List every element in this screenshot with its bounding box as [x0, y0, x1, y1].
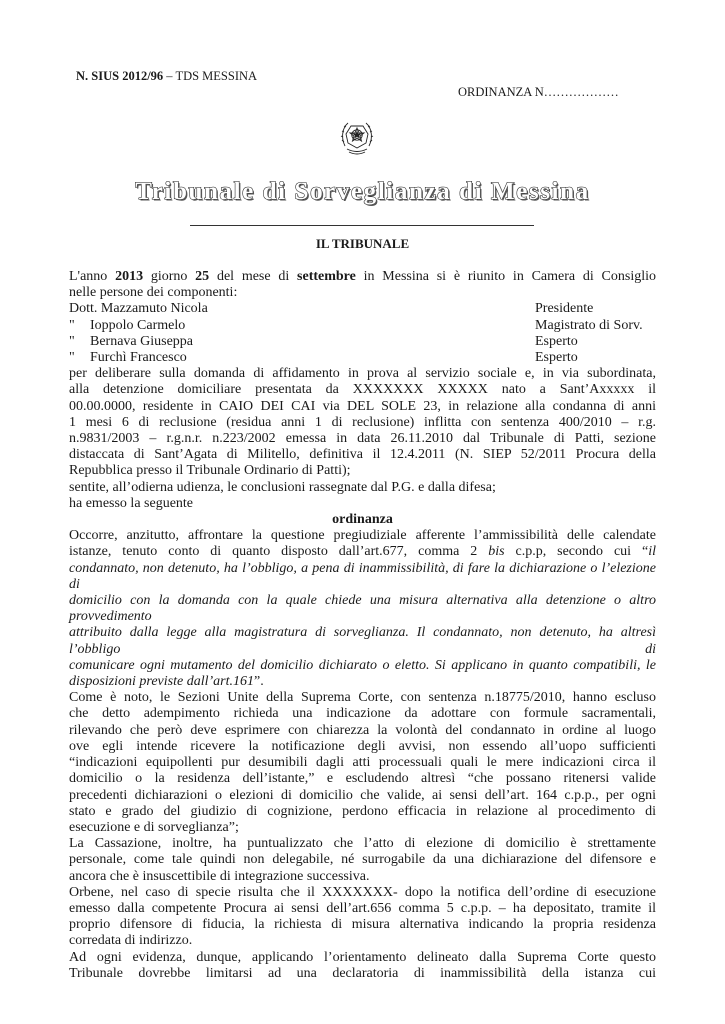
component-row: " Furchì Francesco Esperto [69, 350, 578, 366]
body-line: Orbene, nel caso di specie risulta che il XXXXXXX- dopo la notifica dell’ordine di esecuzione [69, 884, 656, 900]
body-line: ove egli intende ricevere la notificazione degli avvisi, non essendo all’uopo sufficienti [69, 738, 656, 754]
quote-line: condannato, non detenuto, ha l’obbligo, a pena di inammissibilità, di fare la dichiarazione o l’elezione di [69, 560, 656, 592]
court-title: Tribunale di Sorveglianza di Messina [135, 178, 590, 205]
document-body [69, 269, 656, 982]
ordinanza-number: ORDINANZA N……………… [458, 85, 619, 99]
body-line: emesso dalla competente Procura ai sensi dell’art.656 comma 5 c.p.p. – ha depositato, tramite il [69, 900, 656, 916]
body-line: Tribunale dovrebbe limitarsi ad una declaratoria di inammissibilità della istanza cui [69, 965, 656, 981]
body-line: 1 mesi 6 di reclusione (residua anni 1 di reclusione) inflitta con sentenza 400/2010 – r.g. [69, 414, 656, 430]
body-line: alla detenzione domiciliare presentata da XXXXXXX XXXXX nato a Sant’Axxxxx il [69, 382, 656, 398]
body-line: Ad ogni evidenza, dunque, applicando l’orientamento delineato dalla Suprema Corte questo [69, 949, 656, 965]
section-title: IL TRIBUNALE [315, 236, 410, 251]
body-line: Come è noto, le Sezioni Unite della Suprema Corte, con sentenza n.18775/2010, hanno escluso [69, 690, 656, 706]
quote-line: attribuito dalla legge alla magistratura di sorveglianza. Il condannato, non detenuto, ha altresì l’obbligo di [69, 625, 656, 657]
body-line: esecuzione e di sorveglianza”; [69, 819, 239, 835]
body-line: distaccata di Sant’Agata di Militello, definitiva il 12.4.2011 (N. SIEP 52/2011 Procura della [69, 447, 656, 463]
body-line: ancora che è insuscettibile di integrazione successiva. [69, 868, 370, 884]
body-line: istanze, tenuto conto di quanto disposto dall’art.677, comma 2 bis c.p.p, secondo cui “il [69, 544, 656, 560]
body-line: domicilio o la residenza dell’istante,” e escludendo altresì “che possano ritenersi valide [69, 771, 656, 787]
body-line: ha emesso la seguente [69, 495, 194, 511]
component-row: Dott. Mazzamuto Nicola Presidente [69, 301, 594, 317]
case-reference: N. SIUS 2012/96 – TDS MESSINA [76, 69, 258, 83]
body-line: corredata di indirizzo. [69, 933, 193, 949]
quote-line: comunicare ogni mutamento del domicilio dichiarato o eletto. Si applicano in quanto compatibili, le [69, 657, 656, 673]
component-row: " Bernava Giuseppa Esperto [69, 333, 578, 349]
body-line: proprio difensore di fiducia, la richiesta di misura alternativa indicando la propria residenza [69, 917, 656, 933]
quote-line: domicilio con la domanda con la quale chiede una misura alternativa alla detenzione o altro provvedimento [69, 593, 656, 625]
body-line: n.9831/2003 – r.g.n.r. n.223/2002 emessa in data 26.11.2010 dal Tribunale di Patti, sezione [69, 431, 656, 447]
body-line: che detto adempimento richieda una indicazione da adottare con formule sacramentali, [69, 706, 656, 722]
body-line: Repubblica presso il Tribunale Ordinario di Patti); [69, 463, 351, 479]
italian-republic-emblem-icon [339, 116, 375, 158]
body-line: sentite, all’odierna udienza, le conclusioni rassegnate dal P.G. e dalla difesa; [69, 479, 496, 495]
body-line: rilevando che però deve esprimere con chiarezza la volontà del condannato in ordine al luogo [69, 722, 656, 738]
body-line: Occorre, anzitutto, affrontare la questione pregiudiziale afferente l’ammissibilità delle calendate [69, 528, 656, 544]
ordinanza-heading: ordinanza [332, 512, 393, 528]
body-line: per deliberare sulla domanda di affidamento in prova al servizio sociale e, in via subordinata, [69, 366, 656, 382]
body-line: 00.00.0000, residente in CAIO DEI CAI via DEL SOLE 23, in relazione alla condanna di anni [69, 398, 656, 414]
intro-line: nelle persone dei componenti: [69, 285, 238, 301]
body-line: precedenti dichiarazioni o elezioni di domicilio che valide, ai sensi dell’art. 164 c.p.p., per ogni [69, 787, 656, 803]
body-line: stato e grado del giudizio di cognizione, perdono efficacia in relazione al procedimento di [69, 803, 656, 819]
body-line: La Cassazione, inoltre, ha puntualizzato che l’atto di elezione di domicilio è strettamente [69, 836, 656, 852]
body-line: personale, come tale quindi non delegabile, né surrogabile da una dichiarazione del difensore e [69, 852, 656, 868]
component-row: " Ioppolo Carmelo Magistrato di Sorv. [69, 317, 643, 333]
intro-line: L'anno 2013 giorno 25 del mese di settembre in Messina si è riunito in Camera di Consiglio [69, 269, 657, 284]
title-divider [190, 225, 534, 226]
body-line: “indicazioni equipollenti pur desumibili dagli atti processuali quali le mere indicazioni circa il [69, 755, 656, 771]
quote-line: disposizioni previste dall’art.161”. [69, 674, 264, 690]
